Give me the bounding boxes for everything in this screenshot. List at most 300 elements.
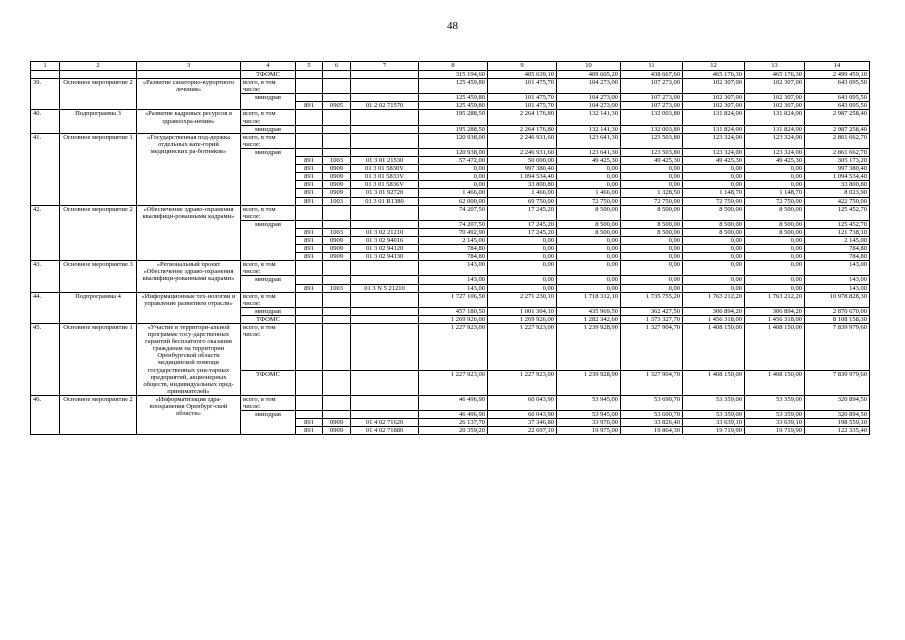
table-cell [323,71,351,79]
table-cell: 8 500,00 [557,205,621,220]
table-cell: 1 408 150,00 [683,324,745,371]
table-cell: 0,00 [419,165,488,173]
table-cell [351,411,419,419]
table-cell: 0,00 [488,236,557,244]
table-cell: 74 207,50 [419,205,488,220]
table-cell: «Участие в территори-альной программе госу-дарственных гарантий бесплатного оказания гражданам на территории Оренбургской области медицинской помощи государственных уни-тарных предприятий, акционерных обществ, индивидуальных пред-принимателей» [137,324,241,396]
table-cell [351,125,419,133]
table-cell: 37 346,80 [488,419,557,427]
table-cell: Основное мероприятие 1 [60,324,137,396]
table-cell: 1 727 106,50 [419,292,488,307]
table-cell: 1 735 755,20 [621,292,683,307]
table-cell: 891 [296,228,323,236]
table-cell [296,315,323,323]
table-cell: 0,00 [745,284,805,292]
table-cell: 643 095,50 [805,94,870,102]
table-cell: 01 3 01 5830V [351,165,419,173]
table-cell: 41. [31,133,60,205]
table-cell: 1 239 928,90 [557,370,621,395]
table-cell: 0,00 [621,236,683,244]
table-cell: 2 861 662,70 [805,133,870,148]
table-cell: 01 3 02 21210 [351,228,419,236]
table-cell [351,205,419,220]
table-cell: 0,00 [621,165,683,173]
table-cell: всего, в том числе: [241,110,296,125]
table-cell: 49 425,30 [621,157,683,165]
table-cell: 120 938,00 [419,148,488,156]
table-cell [351,307,419,315]
column-number-cell: 14 [805,62,870,71]
table-cell: 0,00 [683,236,745,244]
table-cell: 1 408 150,00 [745,370,805,395]
table-cell: 72 750,00 [621,197,683,205]
table-cell [351,261,419,276]
table-cell: «Обеспечение здраво-охранения квалифици-рованными кадрами» [137,205,241,261]
table-cell: 1 466,00 [488,189,557,197]
table-cell: 315 194,60 [419,71,488,79]
table-cell: 0,00 [488,276,557,284]
table-cell: 306 894,20 [683,307,745,315]
table-cell: Подпрограмма 3 [60,110,137,133]
table-cell [323,79,351,94]
column-number-cell: 10 [557,62,621,71]
table-cell [137,71,241,79]
table-cell: 0909 [323,245,351,253]
table-cell: 122 335,40 [805,427,870,435]
table-cell [351,110,419,125]
table-cell: 891 [296,165,323,173]
table-cell: 0,00 [745,261,805,276]
table-cell: 1 408 150,00 [745,324,805,371]
table-cell: 0,00 [621,245,683,253]
table-cell: 49 425,30 [745,157,805,165]
table-cell: 784,80 [419,245,488,253]
table-cell: 143,00 [805,284,870,292]
table-cell: 1 327 904,70 [621,370,683,395]
table-cell: 01 3 02 94130 [351,253,419,261]
table-cell: 72 750,00 [745,197,805,205]
table-cell: 0,00 [557,181,621,189]
table-cell: 8 023,90 [805,189,870,197]
column-number-cell: 7 [351,62,419,71]
table-cell: 2 264 176,80 [488,125,557,133]
table-cell [296,292,323,307]
table-cell: 104 273,00 [557,102,621,110]
table-cell: 0,00 [557,253,621,261]
table-cell: 125 452,70 [805,205,870,220]
table-cell: 102 307,00 [683,102,745,110]
table-cell: 0,00 [488,284,557,292]
table-cell: ТФОМС [241,71,296,79]
table-cell: 1 466,00 [419,189,488,197]
table-cell: «Развитие кадровых ресурсов в здравоохра-нении» [137,110,241,133]
table-cell [296,94,323,102]
table-cell: 0,00 [557,173,621,181]
table-cell: 8 500,00 [745,205,805,220]
table-cell: 143,00 [805,276,870,284]
table-cell [323,324,351,371]
table-cell: 0909 [323,236,351,244]
table-cell: 0909 [323,419,351,427]
table-cell: 01 3 01 5833V [351,173,419,181]
table-cell: 01 3 02 94120 [351,245,419,253]
column-number-cell: 4 [241,62,296,71]
table-cell: «Развитие санаторно-курортного лечения» [137,79,241,110]
table-cell: Основное мероприятие 1 [60,133,137,205]
table-cell: 8 500,00 [745,220,805,228]
table-cell: ТФОМС [241,315,296,323]
table-cell: 1 373 327,70 [621,315,683,323]
table-cell: 891 [296,102,323,110]
table-cell: 60 043,90 [488,411,557,419]
table-cell: 70 492,90 [419,228,488,236]
table-cell: 33 826,40 [621,419,683,427]
table-cell [351,276,419,284]
table-row [31,71,870,79]
table-cell: 53 945,00 [557,411,621,419]
table-cell: 0909 [323,253,351,261]
table-cell: 49 425,30 [557,157,621,165]
table-cell: 0,00 [683,253,745,261]
table-cell: «Региональный проект «Обеспечение здраво-охранения квалифици-рованными кадрами» [137,261,241,292]
table-cell: 0,00 [683,284,745,292]
table-cell: 132 003,80 [621,125,683,133]
table-cell: всего, в том числе: [241,395,296,410]
table-cell: 784,80 [805,245,870,253]
table-cell: минздрав [241,411,296,435]
table-cell [296,110,323,125]
table-cell: 123 324,00 [745,148,805,156]
table-cell: 0,00 [745,276,805,284]
table-cell: 0905 [323,102,351,110]
table-cell: 997 380,40 [488,165,557,173]
table-cell [323,94,351,102]
table-cell: 143,00 [419,276,488,284]
table-cell: 0,00 [488,261,557,276]
table-cell: 45. [31,324,60,396]
table-cell: 0,00 [683,173,745,181]
table-cell: 1 327 904,70 [621,324,683,371]
table-cell: 997 380,40 [805,165,870,173]
table-cell [323,133,351,148]
table-cell: минздрав [241,276,296,292]
table-cell [323,220,351,228]
table-cell: 1 227 923,00 [419,370,488,395]
table-cell: 2 246 931,60 [488,133,557,148]
table-row [31,292,870,307]
table-cell: 0,00 [621,181,683,189]
table-cell [296,79,323,94]
table-cell: 1 239 928,90 [557,324,621,371]
table-cell: 72 750,00 [683,197,745,205]
table-cell: 53 359,00 [745,395,805,410]
table-cell: минздрав [241,125,296,133]
table-cell: 102 307,00 [745,102,805,110]
table-cell: 33 800,80 [805,181,870,189]
table-cell: 33 800,80 [488,181,557,189]
table-cell: 125 459,80 [419,79,488,94]
table-cell: 1003 [323,228,351,236]
table-cell: 143,00 [419,261,488,276]
table-cell [323,307,351,315]
page-number: 48 [447,20,458,32]
table-cell: 8 500,00 [621,205,683,220]
table-cell: 44. [31,292,60,323]
table-cell: 01 3 01 92720 [351,189,419,197]
table-cell: 1 227 923,00 [488,324,557,371]
table-cell: 123 641,30 [557,133,621,148]
table-cell: 195 288,50 [419,110,488,125]
table-cell: 306 894,20 [745,307,805,315]
table-cell: 465 176,30 [683,71,745,79]
table-cell: 01 3 01 21530 [351,157,419,165]
table-cell: 465 176,30 [745,71,805,79]
table-cell [323,395,351,410]
table-cell: 104 273,00 [557,94,621,102]
table-cell: 2 145,00 [805,236,870,244]
table-cell [296,148,323,156]
budget-table [30,61,870,435]
table-cell: 123 324,00 [745,133,805,148]
column-number-cell: 5 [296,62,323,71]
table-row [31,110,870,125]
table-cell: 132 141,30 [557,110,621,125]
table-cell [351,94,419,102]
table-cell: 01 3 01 5836V [351,181,419,189]
table-cell: 2 264 176,80 [488,110,557,125]
table-cell: 2 499 459,10 [805,71,870,79]
table-cell: минздрав [241,94,296,110]
table-cell: 107 273,00 [621,94,683,102]
table-cell: 0909 [323,173,351,181]
table-cell: Основное мероприятие 2 [60,205,137,261]
table-cell: 33 639,10 [683,419,745,427]
table-cell: 60 043,90 [488,395,557,410]
table-cell [296,324,323,371]
table-cell: 1 148,70 [745,189,805,197]
table-cell: 0,00 [557,245,621,253]
table-cell: 46 496,90 [419,411,488,419]
table-cell [351,315,419,323]
table-cell [296,71,323,79]
table-cell: 320 894,50 [805,395,870,410]
table-cell: 74 207,50 [419,220,488,228]
table-cell: 125 452,70 [805,220,870,228]
table-cell: 17 245,20 [488,220,557,228]
table-cell: 0,00 [745,245,805,253]
table-cell: 01 3 01 R1380 [351,197,419,205]
table-cell: всего, в том числе: [241,133,296,148]
table-cell: 8 500,00 [683,205,745,220]
table-cell: 53 359,00 [683,411,745,419]
table-cell: 1 718 312,10 [557,292,621,307]
table-cell: 8 500,00 [621,228,683,236]
table-cell: 0,00 [419,173,488,181]
table-cell: 891 [296,197,323,205]
table-cell: 2 145,00 [419,236,488,244]
table-cell: 10 978 828,30 [805,292,870,307]
table-row [31,324,870,371]
table-cell: всего, в том числе: [241,324,296,371]
table-cell: 891 [296,245,323,253]
table-cell: 8 108 158,30 [805,315,870,323]
table-row [31,133,870,148]
table-row [31,261,870,276]
table-cell: 123 641,30 [557,148,621,156]
table-cell [296,220,323,228]
table-cell: 33 639,10 [745,419,805,427]
table-cell [60,71,137,79]
table-cell [296,307,323,315]
table-cell [323,276,351,284]
table-cell: 49 425,30 [683,157,745,165]
table-cell: 46 496,90 [419,395,488,410]
table-row [31,79,870,94]
table-cell: 8 500,00 [745,228,805,236]
table-cell: 123 503,80 [621,148,683,156]
table-cell [351,220,419,228]
table-cell: 1 408 150,00 [683,370,745,395]
table-cell: 643 095,50 [805,102,870,110]
table-cell: 69 750,00 [488,197,557,205]
table-cell [323,205,351,220]
table-cell [296,261,323,276]
table-cell: 33 970,00 [557,419,621,427]
table-cell [351,370,419,395]
table-cell: 305 173,20 [805,157,870,165]
table-cell: 01 4 02 71620 [351,419,419,427]
table-cell: 131 824,00 [745,110,805,125]
table-cell: 107 273,00 [621,102,683,110]
table-cell: 01 3 N 5 21210 [351,284,419,292]
table-cell: 435 969,50 [557,307,621,315]
column-number-cell: 12 [683,62,745,71]
table-cell: 53 690,70 [621,411,683,419]
table-cell: 102 307,00 [683,79,745,94]
table-cell: 0,00 [488,253,557,261]
table-cell: 409 605,20 [557,71,621,79]
table-cell: 0,00 [683,276,745,284]
table-cell: Основное мероприятие 3 [60,261,137,292]
table-cell: 0,00 [745,173,805,181]
table-cell: 26 137,70 [419,419,488,427]
table-cell: 0,00 [683,245,745,253]
table-cell: 0,00 [557,284,621,292]
table-cell [323,110,351,125]
table-cell: «Информационные тех-нологии и управление развитием отрасли» [137,292,241,323]
table-cell: 1003 [323,284,351,292]
column-number-cell: 8 [419,62,488,71]
table-cell: 01 4 02 71880 [351,427,419,435]
table-cell: 422 750,00 [805,197,870,205]
table-cell: 1 094 534,40 [805,173,870,181]
table-cell: «Государственная под-держка отдельных кате-горий медицинских ра-ботников» [137,133,241,205]
table-cell: 1 763 212,20 [683,292,745,307]
table-cell: 132 003,80 [621,110,683,125]
table-cell: 891 [296,419,323,427]
table-cell: 102 307,00 [745,94,805,102]
table-cell: 120 938,00 [419,133,488,148]
table-cell: 72 750,00 [557,197,621,205]
table-cell: Подпрограмма 4 [60,292,137,323]
column-number-cell: 11 [621,62,683,71]
table-cell: 20 359,20 [419,427,488,435]
table-cell: 42. [31,205,60,261]
table-cell: 0,00 [745,253,805,261]
table-cell: 102 307,00 [745,79,805,94]
table-cell: 53 359,00 [683,395,745,410]
column-number-cell: 3 [137,62,241,71]
table-cell: 8 500,00 [683,220,745,228]
table-cell [351,148,419,156]
table-cell: 891 [296,253,323,261]
table-cell: 643 095,50 [805,79,870,94]
column-number-cell: 9 [488,62,557,71]
table-cell: 22 697,10 [488,427,557,435]
table-cell: 123 324,00 [683,133,745,148]
table-cell: 7 839 979,60 [805,370,870,395]
table-cell: 104 273,00 [557,79,621,94]
table-cell [296,205,323,220]
table-cell: 57 472,00 [419,157,488,165]
table-cell: 143,00 [419,284,488,292]
table-cell: 131 824,00 [683,125,745,133]
table-cell: 62 000,00 [419,197,488,205]
table-cell [323,315,351,323]
table-cell: минздрав [241,148,296,205]
table-cell: 102 307,00 [683,94,745,102]
table-cell: 131 824,00 [683,110,745,125]
table-cell: 784,80 [419,253,488,261]
table-cell: 405 639,10 [488,71,557,79]
table-cell: 0,00 [683,261,745,276]
table-cell: 19 975,00 [557,427,621,435]
table-cell: 19 864,30 [621,427,683,435]
table-cell: 121 738,10 [805,228,870,236]
table-cell: 01 2 02 71570 [351,102,419,110]
table-cell: 1003 [323,157,351,165]
table-cell: 0,00 [621,276,683,284]
table-cell: 1 466,00 [557,189,621,197]
table-cell [296,133,323,148]
table-cell: 2 246 931,60 [488,148,557,156]
table-cell: 17 245,20 [488,205,557,220]
table-cell: 0,00 [621,284,683,292]
table-cell: минздрав [241,220,296,260]
table-cell: всего, в том числе: [241,261,296,276]
table-cell: 891 [296,427,323,435]
column-number-cell: 6 [323,62,351,71]
table-row [31,395,870,410]
table-cell: 2 987 258,40 [805,110,870,125]
table-cell: 8 500,00 [557,228,621,236]
table-cell: 1 269 926,00 [419,315,488,323]
table-cell: 1 328,50 [621,189,683,197]
table-cell: 0,00 [745,236,805,244]
table-cell: 43. [31,261,60,292]
table-cell: 8 500,00 [621,220,683,228]
table-cell: 53 359,00 [745,411,805,419]
table-cell: Основное мероприятие 2 [60,79,137,110]
table-cell [351,79,419,94]
table-cell: 891 [296,173,323,181]
table-cell: 1 227 923,00 [488,370,557,395]
table-cell: 0,00 [557,261,621,276]
table-cell: 8 500,00 [683,228,745,236]
table-cell: 0,00 [745,181,805,189]
table-cell: 131 824,00 [745,125,805,133]
table-cell: 8 500,00 [557,220,621,228]
